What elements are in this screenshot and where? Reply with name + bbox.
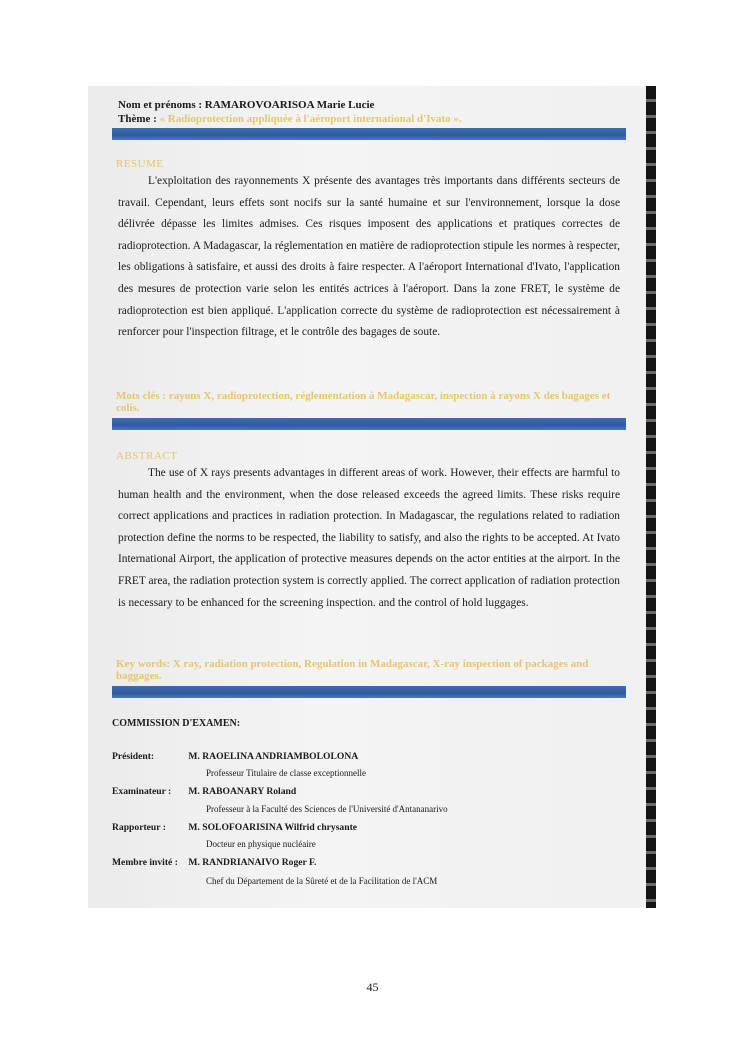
jury-desc: Professeur à la Faculté des Sciences de l'Université d'Antananarivo — [206, 804, 448, 814]
jury-role: Examinateur : — [112, 786, 172, 797]
divider-bar-1 — [112, 128, 626, 140]
resume-paragraph: L'exploitation des rayonnements X présente des avantages très importants dans différents secteurs de travail. Cependant, leurs effets sont nocifs sur la santé humaine et sur l'environnement, lorsque la dose délivrée dépasse les limites admises. Ces risques imposent des applications et pratiques correctes de radioprotection. A Madagascar, la réglementation en matière de radioprotection stipule les normes à respecter, les obligations à satisfaire, et aussi des droits à faire respecter. A l'aéroport International d'Ivato, l'application des mesures de protection varie selon les entités actrices à l'aéroport. Dans la zone FRET, le système de radioprotection est bien appliqué. L'application correcte du système de radioprotection est nécessairement à renforcer pour l'inspection filtrage, et le contrôle des bagages de soute. — [118, 175, 620, 339]
jury-role: Membre invité : — [112, 857, 178, 868]
divider-bar-3 — [112, 686, 626, 698]
resume-title: RESUME — [116, 158, 164, 170]
jury-name: M. RAOELINA ANDRIAMBOLOLONA — [188, 751, 359, 762]
resume-keywords: Mots clés : rayons X, radioprotection, réglementation à Madagascar, inspection à rayons X des bagages et colis. — [116, 390, 611, 414]
name-line — [118, 98, 618, 112]
jury-president — [112, 751, 358, 762]
theme-value: « Radioprotection appliquée à l'aéroport international d'Ivato ». — [159, 113, 462, 125]
jury-role: Rapporteur : — [112, 822, 166, 833]
scanned-page — [88, 86, 656, 908]
jury-role: Président: — [112, 751, 155, 762]
jury-name: M. RABOANARY Roland — [188, 786, 297, 797]
jury-rapporteur — [112, 822, 357, 833]
name-value: RAMAROVOARISOA Marie Lucie — [204, 99, 375, 111]
theme-line — [118, 112, 618, 126]
abstract-title: ABSTRACT — [116, 450, 178, 462]
abstract-paragraph: The use of X rays presents advantages in different areas of work. However, their effects are harmful to human health and the environment, when the dose released exceeds the agreed limits. These risks require correct applications and practices in radiation protection. In Madagascar, the regulations related to radiation protection define the norms to be respected, the liability to satisfy, and also the rights to be accepted. At Ivato International Airport, the application of protective measures depends on the actor entities at the airport. In the FRET area, the radiation protection system is correctly applied. The correct application of radiation protection is necessary to be enhanced for the screening inspection. and the control of hold luggages. — [118, 467, 620, 609]
spiral-binding — [646, 86, 656, 908]
page-number: 45 — [366, 980, 379, 994]
jury-desc: Chef du Département de la Sûreté et de la Facilitation de l'ACM — [206, 876, 438, 886]
jury-membre-invite — [112, 857, 316, 868]
header-block — [118, 98, 618, 126]
abstract-keywords: Key words: X ray, radiation protection, Regulation in Madagascar, X-ray inspection of packages and baggages. — [116, 658, 589, 682]
theme-label: Thème : — [118, 113, 157, 125]
name-label: Nom et prénoms : — [118, 99, 203, 111]
jury-name: M. RANDRIANAIVO Roger F. — [188, 857, 317, 868]
divider-bar-2 — [112, 418, 626, 430]
jury-examinateur — [112, 786, 296, 797]
jury-desc: Professeur Titulaire de classe exceptionnelle — [206, 768, 366, 778]
jury-desc: Docteur en physique nucléaire — [206, 839, 316, 849]
jury-name: M. SOLOFOARISINA Wilfrid chrysante — [188, 822, 358, 833]
commission-title: COMMISSION D'EXAMEN: — [112, 718, 241, 729]
